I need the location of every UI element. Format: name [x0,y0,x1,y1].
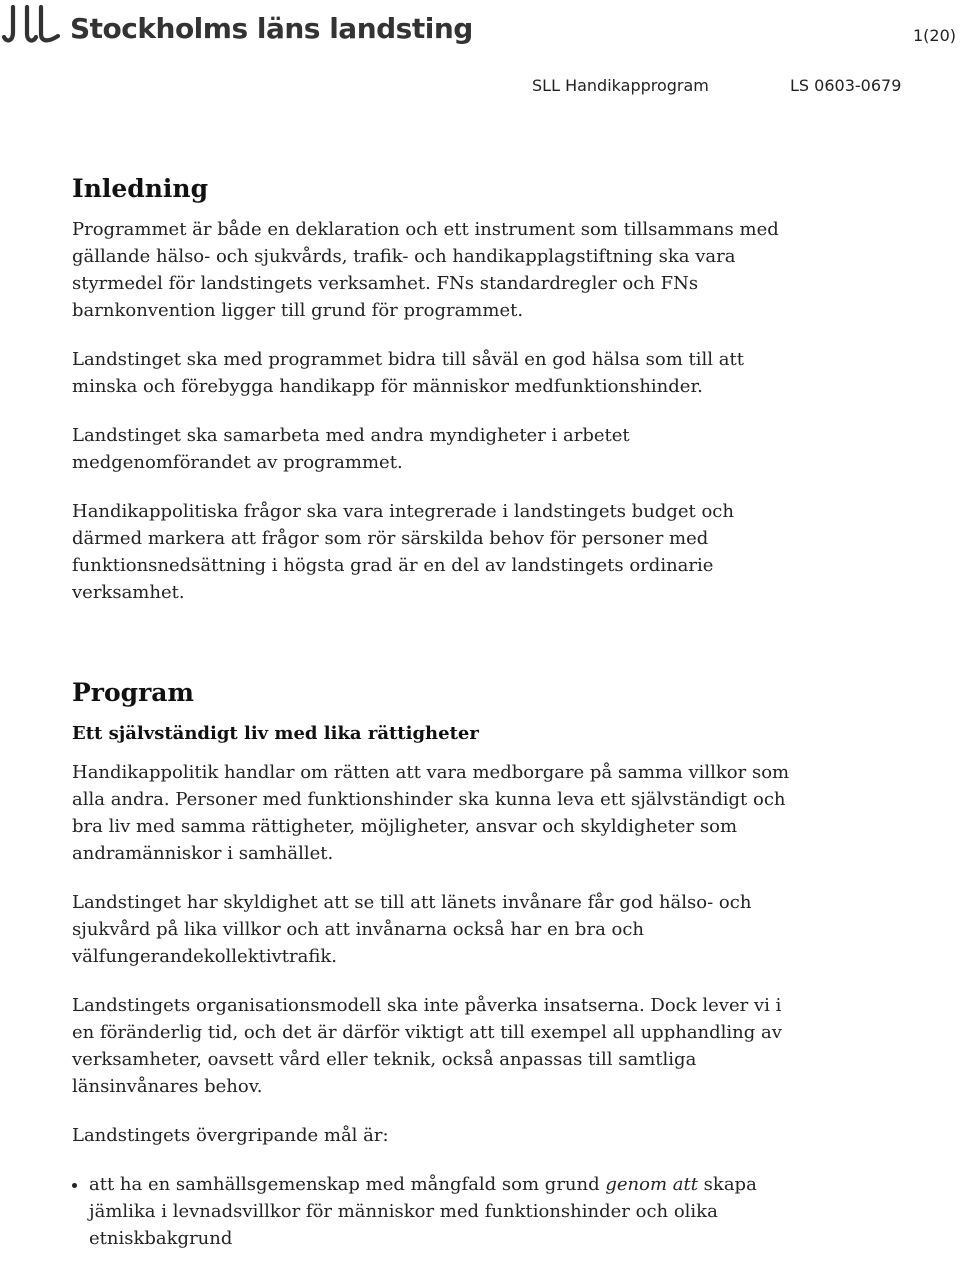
list-item-text: skapa jämlika i levnadsvillkor för människor med funktionshinder och olika etniskbakgrund [89,1174,757,1249]
sll-logo [2,4,473,48]
paragraph: Landstinget ska med programmet bidra till såväl en god hälsa som till att minska och förebygga handikapp för människor medfunktionshinder. [72,349,744,397]
list-item-text: att ha en samhällsgemenskap med mångfald som grund [89,1174,606,1195]
document-number: LS 0603-0679 [790,76,902,95]
document-title: SLL Handikapprogram [532,76,709,95]
paragraph: Handikappolitiska frågor ska vara integrerade i landstingets budget och därmed markera att frågor som rör särskilda behov för personer med funktionsnedsättning i högsta grad är en del av landstingets ordinarie verksamhet. [72,501,734,603]
paragraph: Landstinget ska samarbeta med andra myndigheter i arbetet medgenomförandet av programmet. [72,425,630,473]
list-item-emphasis: genom att [605,1174,698,1195]
paragraph: Programmet är både en deklaration och ett instrument som tillsammans med gällande hälso- och sjukvårds, trafik- och handikapplagstiftning ska vara styrmedel för landstingets verksamhet. FNs standardregler och FNs barnkonvention ligger till grund för programmet. [72,219,779,321]
subsection-heading: Ett självständigt liv med lika rättigheter [72,723,479,744]
paragraph: Landstinget har skyldighet att se till att länets invånare får god hälso- och sjukvård på lika villkor och att invånarna också har en bra och välfungerandekollektivtrafik. [72,892,752,967]
section-heading-inledning: Inledning [72,174,209,203]
goals-list [72,1171,792,1252]
document-body [72,172,792,1252]
paragraph: Landstingets organisationsmodell ska inte påverka insatserna. Dock lever vi i en föränderlig tid, och det är därför viktigt att till exempel all upphandling av verksamheter, oavsett vård eller teknik, också anpassas till samtliga länsinvånares behov. [72,995,782,1097]
paragraph: Landstingets övergripande mål är: [72,1125,389,1146]
paragraph: Handikappolitik handlar om rätten att vara medborgare på samma villkor som alla andra. Personer med funktionshinder ska kunna leva ett självständigt och bra liv med samma rättigheter, möjligheter, ansvar och skyldigheter som andramänniskor i samhället. [72,762,790,864]
list-item [89,1171,792,1252]
page-header [0,0,960,110]
page-number: 1(20) [912,26,956,45]
organization-name: Stockholms läns landsting [70,11,473,45]
section-heading-program: Program [72,678,194,707]
sll-logo-icon [2,4,64,48]
